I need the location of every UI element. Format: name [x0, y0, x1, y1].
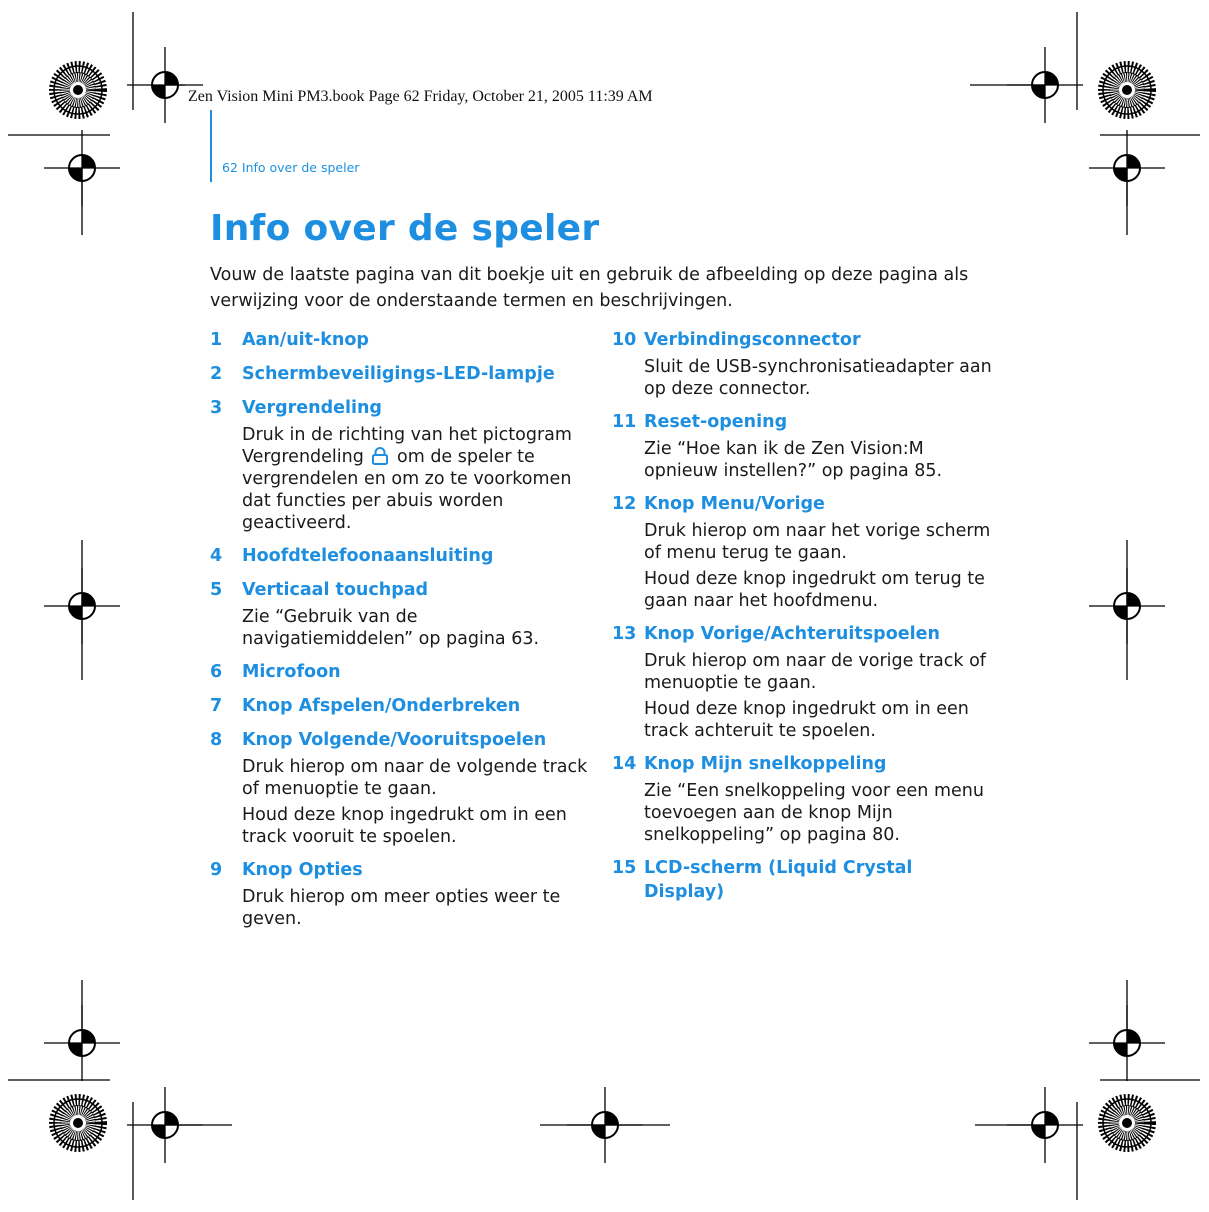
item-number: 8	[210, 730, 223, 750]
item-label: Reset-opening	[644, 412, 788, 432]
list-item	[210, 578, 590, 650]
item-description: Houd deze knop ingedrukt om terug te gaan naar het hoofdmenu.	[644, 569, 985, 611]
item-label: LCD-scherm (Liquid Crystal Display)	[644, 858, 913, 902]
item-label: Vergrendeling	[242, 398, 382, 418]
item-number: 2	[210, 364, 223, 384]
item-label: Aan/uit-knop	[242, 330, 369, 350]
list-item	[612, 856, 992, 904]
list-item	[612, 622, 992, 742]
item-description: Zie “Gebruik van de navigatiemiddelen” op pagina 63.	[242, 607, 540, 649]
item-number: 7	[210, 696, 223, 716]
item-description: Druk in de richting van het pictogram Vergrendeling om de speler te vergrendelen en om zo te voorkomen dat functies per abuis worden geactiveerd.	[242, 425, 572, 533]
item-number: 4	[210, 546, 223, 566]
item-label: Knop Mijn snelkoppeling	[644, 754, 887, 774]
item-number: 1	[210, 330, 223, 350]
item-description: Sluit de USB-synchronisatieadapter aan op deze connector.	[644, 357, 992, 399]
item-label: Knop Volgende/Vooruitspoelen	[242, 730, 547, 750]
item-description: Druk hierop om naar het vorige scherm of menu terug te gaan.	[644, 521, 991, 563]
item-label: Verbindingsconnector	[644, 330, 861, 350]
page-title: Info over de speler	[210, 208, 600, 249]
running-head: 62 Info over de speler	[222, 160, 360, 175]
item-number: 3	[210, 398, 223, 418]
item-label: Schermbeveiligings-LED-lampje	[242, 364, 555, 384]
list-item	[210, 362, 590, 386]
list-item	[210, 858, 590, 930]
item-label: Microfoon	[242, 662, 341, 682]
item-number: 6	[210, 662, 223, 682]
item-number: 10	[612, 330, 637, 350]
left-column	[210, 328, 590, 940]
item-number: 11	[612, 412, 637, 432]
list-item	[210, 544, 590, 568]
page-marker-bar	[210, 110, 212, 182]
list-item	[210, 396, 590, 534]
item-number: 12	[612, 494, 637, 514]
list-item	[210, 694, 590, 718]
list-item	[210, 328, 590, 352]
item-description: Houd deze knop ingedrukt om in een track vooruit te spoelen.	[242, 805, 567, 847]
item-number: 13	[612, 624, 637, 644]
item-number: 14	[612, 754, 637, 774]
list-item	[612, 752, 992, 846]
item-description: Druk hierop om naar de volgende track of menuoptie te gaan.	[242, 757, 588, 799]
item-description: Zie “Een snelkoppeling voor een menu toevoegen aan de knop Mijn snelkoppeling” op pagina 80.	[644, 781, 984, 845]
item-label: Hoofdtelefoonaansluiting	[242, 546, 494, 566]
item-label: Knop Vorige/Achteruitspoelen	[644, 624, 940, 644]
book-header: Zen Vision Mini PM3.book Page 62 Friday, October 21, 2005 11:39 AM	[188, 88, 653, 105]
list-item	[210, 728, 590, 848]
item-description: Houd deze knop ingedrukt om in een track achteruit te spoelen.	[644, 699, 969, 741]
item-label: Knop Afspelen/Onderbreken	[242, 696, 521, 716]
item-number: 9	[210, 860, 223, 880]
list-item	[612, 410, 992, 482]
lock-icon	[371, 447, 389, 465]
item-number: 15	[612, 858, 637, 878]
intro-paragraph: Vouw de laatste pagina van dit boekje uit en gebruik de afbeelding op deze pagina als verwijzing voor de onderstaande termen en beschrijvingen.	[210, 265, 969, 311]
item-description: Zie “Hoe kan ik de Zen Vision:M opnieuw instellen?” op pagina 85.	[644, 439, 943, 481]
item-label: Knop Opties	[242, 860, 363, 880]
item-label: Verticaal touchpad	[242, 580, 429, 600]
list-item	[612, 492, 992, 612]
item-description: Druk hierop om naar de vorige track of menuoptie te gaan.	[644, 651, 986, 693]
item-description: Druk hierop om meer opties weer te geven.	[242, 887, 561, 929]
right-column	[612, 328, 992, 914]
list-item	[210, 660, 590, 684]
item-label: Knop Menu/Vorige	[644, 494, 825, 514]
item-number: 5	[210, 580, 223, 600]
list-item	[612, 328, 992, 400]
